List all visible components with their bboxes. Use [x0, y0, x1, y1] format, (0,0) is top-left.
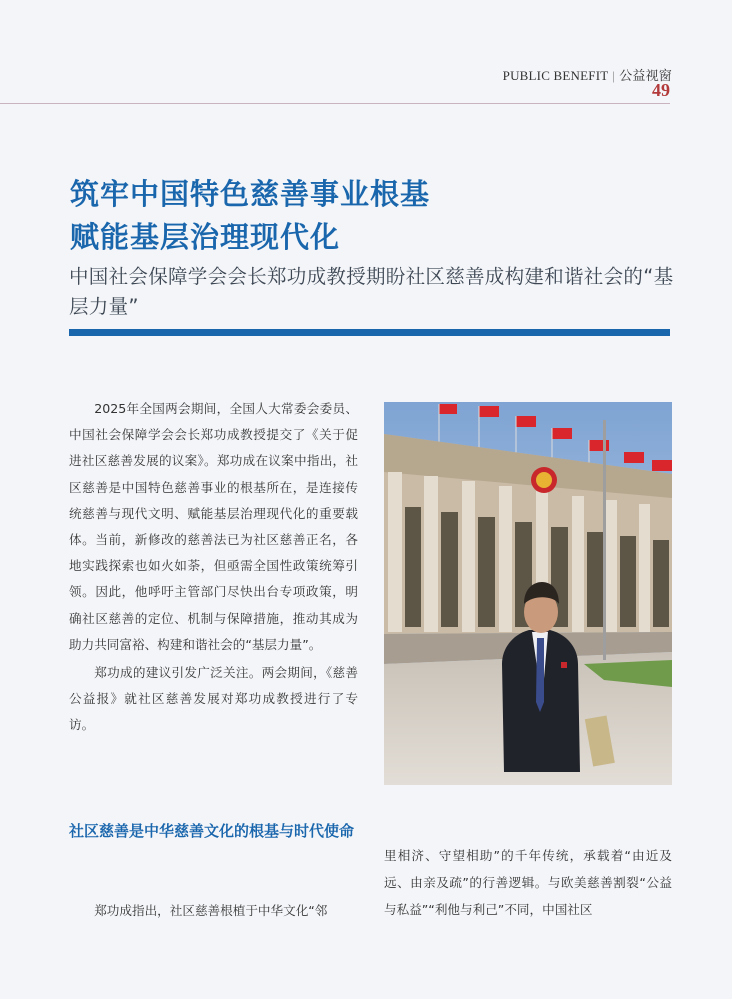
left-column-body [69, 898, 358, 926]
page-number: 49 [652, 80, 670, 100]
body-paragraph-continued: 里相济、守望相助”的千年传统，承载着“由近及远、由亲及疏”的行善逻辑。与欧美慈善割裂“公益与私益”“利他与利己”不同，中国社区 [384, 848, 672, 917]
header-divider [0, 103, 670, 104]
section-heading: 社区慈善是中华慈善文化的根基与时代使命 [69, 822, 355, 840]
header-separator: | [612, 68, 616, 83]
left-column [69, 396, 358, 741]
intro-paragraph-2: 郑功成的建议引发广泛关注。两会期间，《慈善公益报》就社区慈善发展对郑功成教授进行了专访。 [69, 665, 358, 733]
body-paragraph-start: 郑功成指出，社区慈善根植于中华文化“邻 [94, 903, 328, 918]
title-line-1: 筑牢中国特色慈善事业根基 [70, 177, 431, 211]
photo-illustration [384, 402, 672, 785]
intro-paragraph-1: 2025年全国两会期间，全国人大常委会委员、中国社会保障学会会长郑功成教授提交了《关于促进社区慈善发展的议案》。郑功成在议案中指出，社区慈善是中国特色慈善事业的根基所在，是连接传统慈善与现代文明、赋能基层治理现代化的重要载体。当前，新修改的慈善法已为社区慈善正名，各地实践探索也如火如荼，但亟需全国性政策统筹引领。因此，他呼吁主管部门尽快出台专项政策，明确社区慈善的定位、机制与保障措施，推动其成为助力共同富裕、构建和谐社会的“基层力量”。 [69, 401, 358, 652]
running-header [503, 65, 672, 84]
article-subtitle: 中国社会保障学会会长郑功成教授期盼社区慈善成构建和谐社会的“基层力量” [69, 265, 674, 318]
article-title [70, 173, 430, 259]
article-photo [384, 402, 672, 785]
title-divider [69, 329, 670, 336]
title-line-2: 赋能基层治理现代化 [70, 220, 341, 254]
section-name-en: PUBLIC BENEFIT [502, 68, 609, 83]
right-column [384, 842, 672, 923]
section-name-cn: 公益视窗 [619, 68, 672, 83]
